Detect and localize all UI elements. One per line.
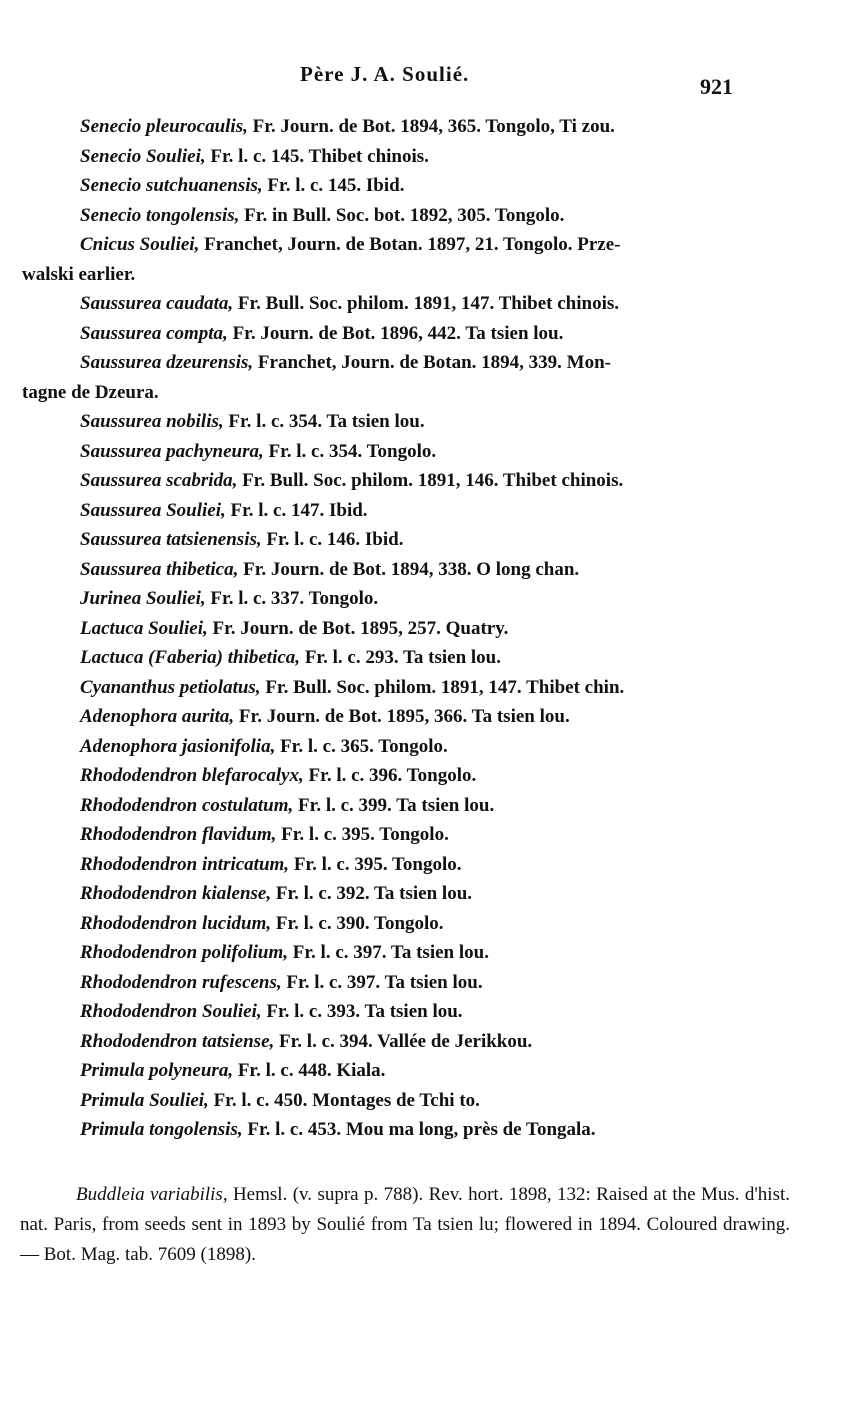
species-name: Saussurea caudata, (80, 293, 234, 314)
entry-citation: Fr. l. c. 337. Tongolo. (205, 588, 379, 609)
entry-continuation: tagne de Dzeura. (22, 381, 159, 403)
species-name: Senecio Souliei, (80, 145, 206, 167)
species-name: Cnicus Souliei, (80, 234, 200, 255)
entry-citation: Fr. Journ. de Bot. 1895, 257. Quatry. (207, 617, 509, 639)
entry-citation: Fr. l. c. 354. Tongolo. (263, 440, 437, 462)
species-name: Senecio tongolensis, (80, 204, 240, 226)
species-name: Senecio sutchuanensis, (80, 175, 263, 196)
species-name: Rhododendron Souliei, (80, 1001, 262, 1022)
entry-citation: Fr. l. c. 392. Ta tsien lou. (271, 883, 473, 904)
entry-citation: Fr. l. c. 453. Mou ma long, près de Tongala. (242, 1119, 596, 1140)
entry-continuation: walski earlier. (22, 263, 136, 285)
list-item (0, 732, 850, 762)
species-name: Saussurea tatsienensis, (80, 529, 262, 550)
species-name: Saussurea Souliei, (80, 499, 226, 521)
species-name: Saussurea compta, (80, 322, 228, 344)
list-item (0, 791, 850, 821)
species-name: Lactuca (Faberia) thibetica, (80, 647, 301, 668)
list-item (0, 1086, 850, 1116)
species-name: Rhododendron flavidum, (80, 824, 277, 845)
list-item (0, 112, 850, 142)
species-name: Saussurea nobilis, (80, 411, 224, 432)
list-item (0, 702, 850, 732)
list-item (0, 761, 850, 791)
species-name: Adenophora jasionifolia, (80, 735, 276, 757)
entry-citation: Fr. Journ. de Bot. 1895, 366. Ta tsien lou. (234, 706, 570, 727)
species-name: Buddleia variabilis, (76, 1184, 228, 1205)
list-item (0, 496, 850, 526)
species-name: Cyananthus petiolatus, (80, 676, 261, 698)
entry-citation: Fr. l. c. 395. Tongolo. (289, 853, 462, 875)
entry-citation: Fr. l. c. 448. Kiala. (233, 1060, 386, 1081)
entry-citation: Fr. l. c. 145. Ibid. (262, 175, 405, 196)
list-item (0, 584, 850, 614)
list-item (0, 850, 850, 880)
entry-citation: Fr. Bull. Soc. philom. 1891, 147. Thibet chinois. (233, 293, 619, 314)
species-name: Rhododendron tatsiense, (80, 1030, 275, 1052)
list-item (0, 1115, 850, 1145)
entry-citation: Hemsl. (v. supra p. 788). Rev. hort. 1898, 132: Raised at the Mus. d'hist. nat. Paris, from seeds sent in 1893 by Soulié from Ta tsien lu; flowered in 1894. Coloured drawing. — Bot. Mag. tab. 7609 (1898). (20, 1184, 790, 1265)
list-item (0, 555, 850, 585)
list-item (0, 348, 850, 407)
species-name: Rhododendron blefarocalyx, (80, 765, 304, 786)
list-item (0, 643, 850, 673)
species-name: Rhododendron polifolium, (80, 942, 288, 963)
entry-citation: Fr. l. c. 147. Ibid. (225, 499, 368, 521)
entry-citation: Fr. l. c. 293. Ta tsien lou. (300, 647, 502, 668)
entry-citation: Fr. l. c. 396. Tongolo. (303, 765, 477, 786)
entry-citation: Fr. l. c. 397. Ta tsien lou. (288, 942, 489, 963)
list-item (0, 968, 850, 998)
species-name: Saussurea thibetica, (80, 558, 239, 580)
species-name: Rhododendron kialense, (80, 883, 272, 904)
list-item (0, 909, 850, 939)
page-number: 921 (700, 74, 733, 99)
list-item (0, 319, 850, 349)
list-item (0, 1027, 850, 1057)
list-item (0, 1056, 850, 1086)
list-item (0, 614, 850, 644)
list-item (0, 289, 850, 319)
entry-citation: Fr. l. c. 395. Tongolo. (276, 824, 449, 845)
entry-citation: Fr. l. c. 450. Montages de Tchi to. (208, 1089, 480, 1111)
list-item (0, 171, 850, 201)
entry-citation: Fr. l. c. 399. Ta tsien lou. (293, 794, 495, 816)
final-entry-paragraph (20, 1180, 790, 1270)
entry-citation: Fr. l. c. 146. Ibid. (261, 529, 404, 550)
list-item (0, 407, 850, 437)
species-name: Rhododendron rufescens, (80, 971, 282, 993)
entry-citation: Franchet, Journ. de Botan. 1897, 21. Tongolo. Prze- (199, 234, 621, 255)
species-name: Primula tongolensis, (80, 1119, 243, 1140)
entry-citation: Fr. Journ. de Bot. 1894, 338. O long chan. (238, 558, 580, 580)
list-item (0, 230, 850, 289)
list-item (0, 437, 850, 467)
list-item (0, 142, 850, 172)
species-name: Rhododendron intricatum, (80, 853, 290, 875)
list-item (0, 820, 850, 850)
species-name: Saussurea dzeurensis, (80, 352, 254, 373)
entry-citation: Fr. l. c. 145. Thibet chinois. (205, 145, 429, 167)
entry-citation: Fr. Journ. de Bot. 1896, 442. Ta tsien lou. (227, 322, 564, 344)
entry-citation: Fr. Journ. de Bot. 1894, 365. Tongolo, Ti zou. (247, 116, 615, 137)
entry-citation: Franchet, Journ. de Botan. 1894, 339. Mon- (253, 352, 611, 373)
list-item (0, 201, 850, 231)
species-name: Saussurea pachyneura, (80, 440, 264, 462)
list-item (0, 673, 850, 703)
list-item (0, 997, 850, 1027)
entry-citation: Fr. l. c. 365. Tongolo. (275, 735, 448, 757)
list-item (0, 525, 850, 555)
entry-citation: Fr. Bull. Soc. philom. 1891, 146. Thibet chinois. (237, 470, 624, 491)
entry-list (0, 112, 850, 1145)
entry-citation: Fr. l. c. 393. Ta tsien lou. (261, 1001, 463, 1022)
list-item (0, 879, 850, 909)
entry-citation: Fr. l. c. 397. Ta tsien lou. (281, 971, 483, 993)
entry-citation: Fr. Bull. Soc. philom. 1891, 147. Thibet chin. (260, 676, 625, 698)
species-name: Saussurea scabrida, (80, 470, 238, 491)
page-header (0, 60, 850, 100)
species-name: Senecio pleurocaulis, (80, 116, 248, 137)
entry-citation: Fr. in Bull. Soc. bot. 1892, 305. Tongolo. (239, 204, 565, 226)
running-head: Père J. A. Soulié. (300, 62, 470, 86)
list-item (0, 938, 850, 968)
entry-citation: Fr. l. c. 354. Ta tsien lou. (223, 411, 425, 432)
entry-citation: Fr. l. c. 390. Tongolo. (271, 912, 444, 934)
species-name: Jurinea Souliei, (80, 588, 206, 609)
list-item (0, 466, 850, 496)
species-name: Rhododendron costulatum, (80, 794, 294, 816)
species-name: Lactuca Souliei, (80, 617, 208, 639)
species-name: Primula polyneura, (80, 1060, 234, 1081)
entry-citation: Fr. l. c. 394. Vallée de Jerikkou. (274, 1030, 533, 1052)
species-name: Rhododendron lucidum, (80, 912, 272, 934)
species-name: Primula Souliei, (80, 1089, 209, 1111)
species-name: Adenophora aurita, (80, 706, 235, 727)
final-entry (20, 1180, 790, 1270)
